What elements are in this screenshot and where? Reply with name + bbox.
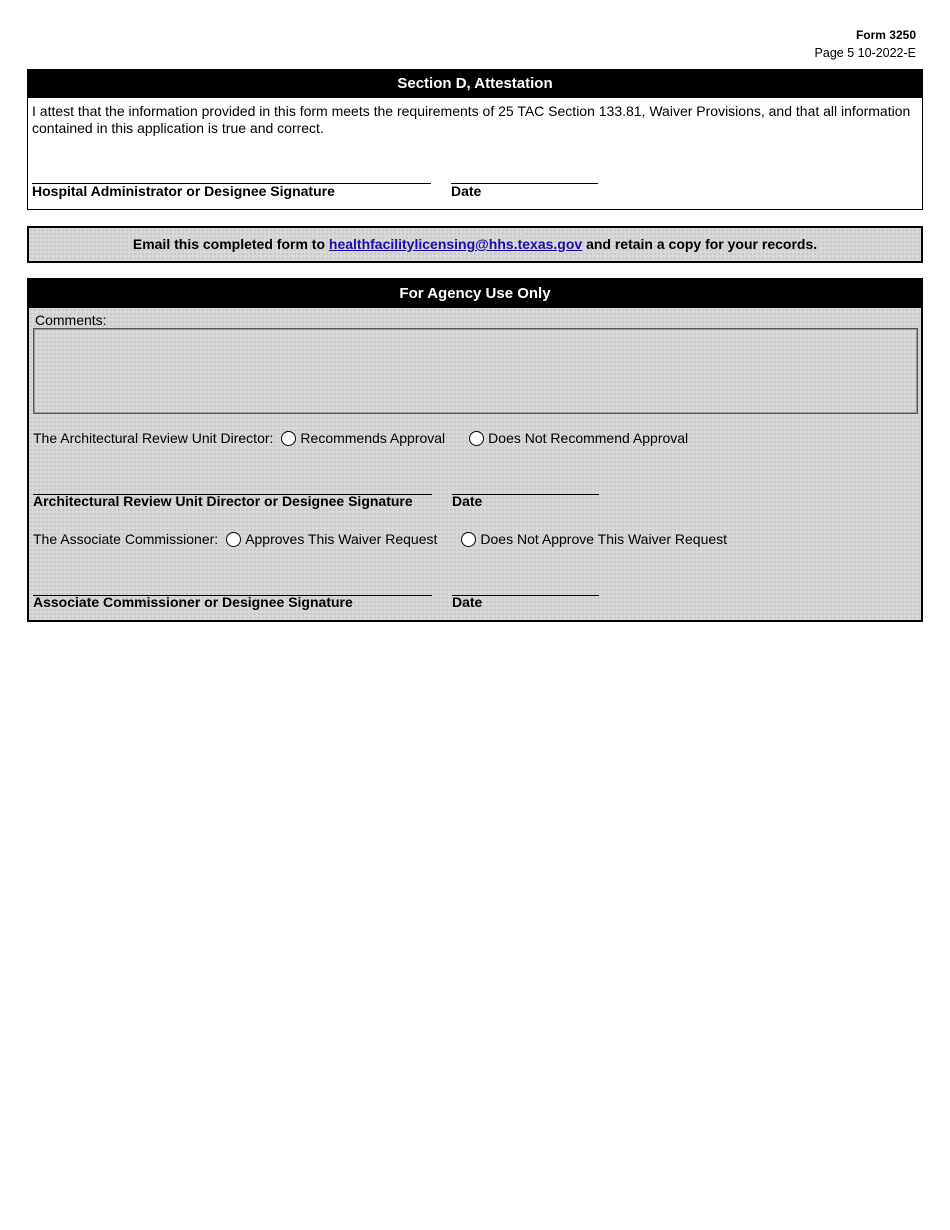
email-suffix: and retain a copy for your records. — [586, 236, 818, 252]
email-prefix: Email this completed form to — [132, 236, 325, 252]
director-date-label: Date — [452, 493, 483, 509]
attestation-text: I attest that the information provided in this form meets the requirements of 25 TAC Section 133.81, Waiver Provisions, and that all information contained in this application is true and correct. — [32, 103, 911, 136]
section-d-title: Section D, Attestation — [28, 70, 922, 98]
agency-use-section — [27, 278, 923, 622]
director-recommendation-row — [33, 430, 688, 446]
commissioner-signature-label: Associate Commissioner or Designee Signature — [33, 594, 353, 610]
approves-waiver-label: Approves This Waiver Request — [245, 531, 438, 547]
approves-waiver-radio[interactable] — [226, 532, 241, 547]
page-info: Page 5 10-2022-E — [814, 46, 916, 60]
does-not-approve-radio[interactable] — [461, 532, 476, 547]
email-link[interactable]: healthfacilitylicensing@hhs.texas.gov — [328, 236, 583, 252]
commissioner-date-label: Date — [452, 594, 483, 610]
director-signature-label: Architectural Review Unit Director or Designee Signature — [33, 493, 413, 509]
director-prompt: The Architectural Review Unit Director: — [33, 430, 274, 446]
commissioner-prompt: The Associate Commissioner: — [33, 531, 219, 547]
section-d-attestation — [27, 69, 923, 210]
does-not-approve-label: Does Not Approve This Waiver Request — [480, 531, 728, 547]
recommends-approval-label: Recommends Approval — [300, 430, 446, 446]
administrator-signature-label: Hospital Administrator or Designee Signature — [32, 183, 335, 199]
commissioner-decision-row — [33, 531, 727, 547]
does-not-recommend-radio[interactable] — [469, 431, 484, 446]
administrator-date-label: Date — [451, 183, 482, 199]
agency-title: For Agency Use Only — [29, 280, 921, 308]
comments-label: Comments: — [35, 312, 107, 328]
does-not-recommend-label: Does Not Recommend Approval — [488, 430, 689, 446]
comments-field[interactable] — [33, 328, 918, 414]
email-notice — [27, 226, 923, 263]
form-number: Form 3250 — [855, 28, 916, 42]
recommends-approval-radio[interactable] — [281, 431, 296, 446]
